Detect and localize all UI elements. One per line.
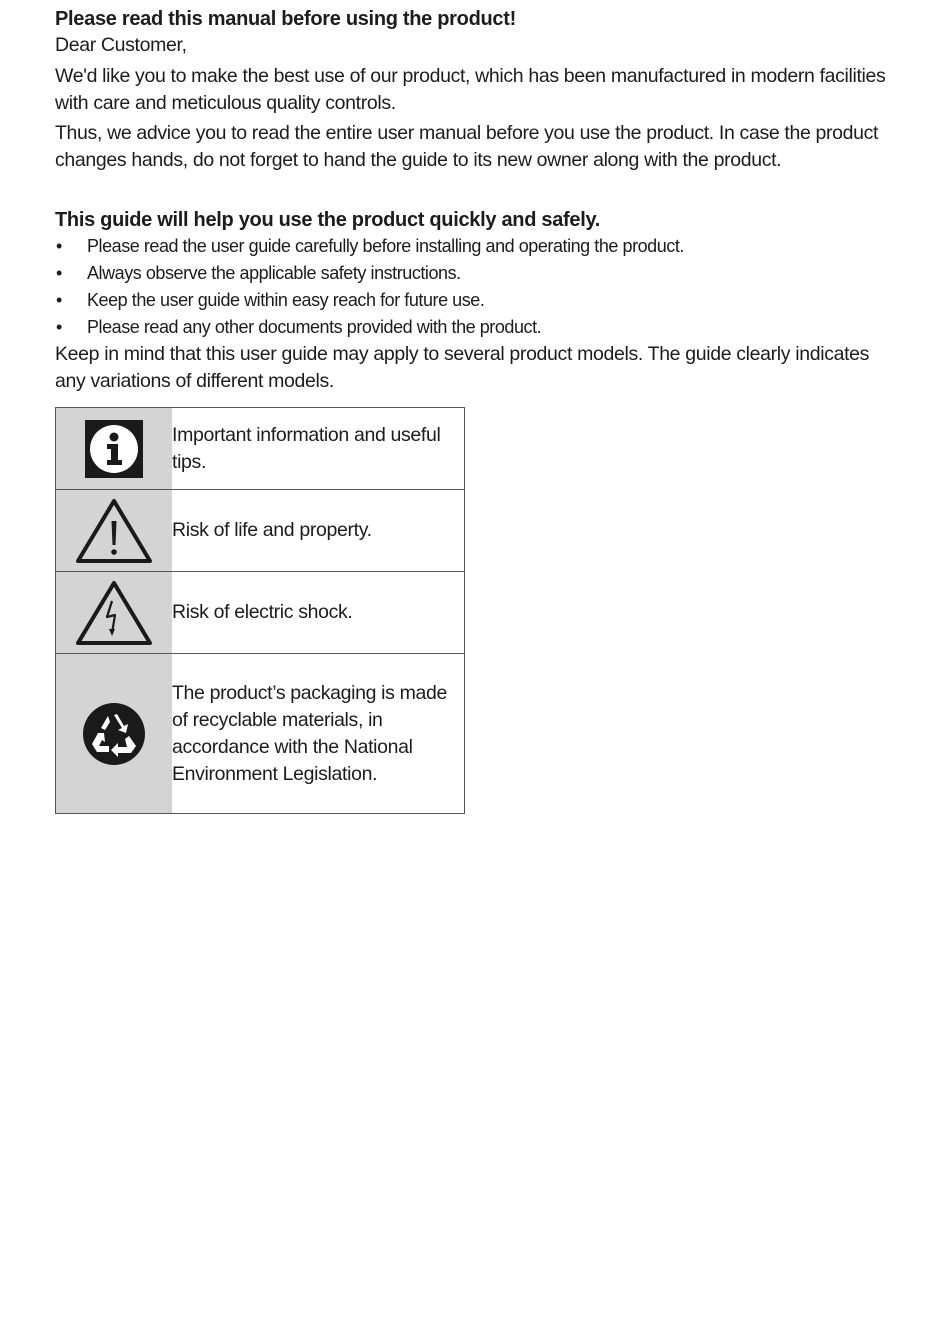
intro-paragraph-1: We'd like you to make the best use of our product, which has been manufactured in modern facilities with care and meticulous quality controls. <box>55 65 886 114</box>
greeting: Dear Customer, <box>55 34 187 56</box>
list-item <box>55 287 895 314</box>
list-item-text: Please read any other documents provided with the product. <box>87 317 542 337</box>
intro-paragraph-2: Thus, we advice you to read the entire user manual before you use the product. In case the product changes hands, do not forget to hand the guide to its new owner along with the product. <box>55 122 879 171</box>
electric-shock-icon <box>75 579 153 647</box>
legend-text: The product’s packaging is made of recyclable materials, in accordance with the National Environment Legislation. <box>172 654 465 814</box>
guide-heading: This guide will help you use the product quickly and safely. <box>55 209 601 231</box>
info-icon <box>85 420 143 478</box>
manual-page <box>55 6 895 395</box>
table-row <box>56 572 465 654</box>
table-row <box>56 490 465 572</box>
intro-heading: Please read this manual before using the product! <box>55 8 516 30</box>
bullet-icon: • <box>56 236 62 256</box>
legend-text: Risk of electric shock. <box>172 572 465 654</box>
list-item-text: Please read the user guide carefully before installing and operating the product. <box>87 236 684 256</box>
icon-cell <box>56 654 173 814</box>
bullet-icon: • <box>56 263 62 283</box>
icon-cell <box>56 408 173 490</box>
warning-icon <box>75 497 153 565</box>
models-note: Keep in mind that this user guide may apply to several product models. The guide clearly indicates any variations of different models. <box>55 343 870 392</box>
bullet-icon: • <box>56 290 62 310</box>
list-item <box>55 260 895 287</box>
list-item <box>55 314 895 341</box>
legend-text: Important information and useful tips. <box>172 423 441 473</box>
legend-text: Risk of life and property. <box>172 490 465 572</box>
table-row <box>56 654 465 814</box>
recycle-icon <box>82 702 146 766</box>
bullet-icon: • <box>56 317 62 337</box>
guide-bullet-list <box>55 233 895 341</box>
icon-cell <box>56 490 173 572</box>
table-row <box>56 408 465 490</box>
list-item-text: Keep the user guide within easy reach for future use. <box>87 290 485 310</box>
list-item <box>55 233 895 260</box>
icon-cell <box>56 572 173 654</box>
list-item-text: Always observe the applicable safety instructions. <box>87 263 461 283</box>
symbol-legend-table <box>55 407 465 814</box>
